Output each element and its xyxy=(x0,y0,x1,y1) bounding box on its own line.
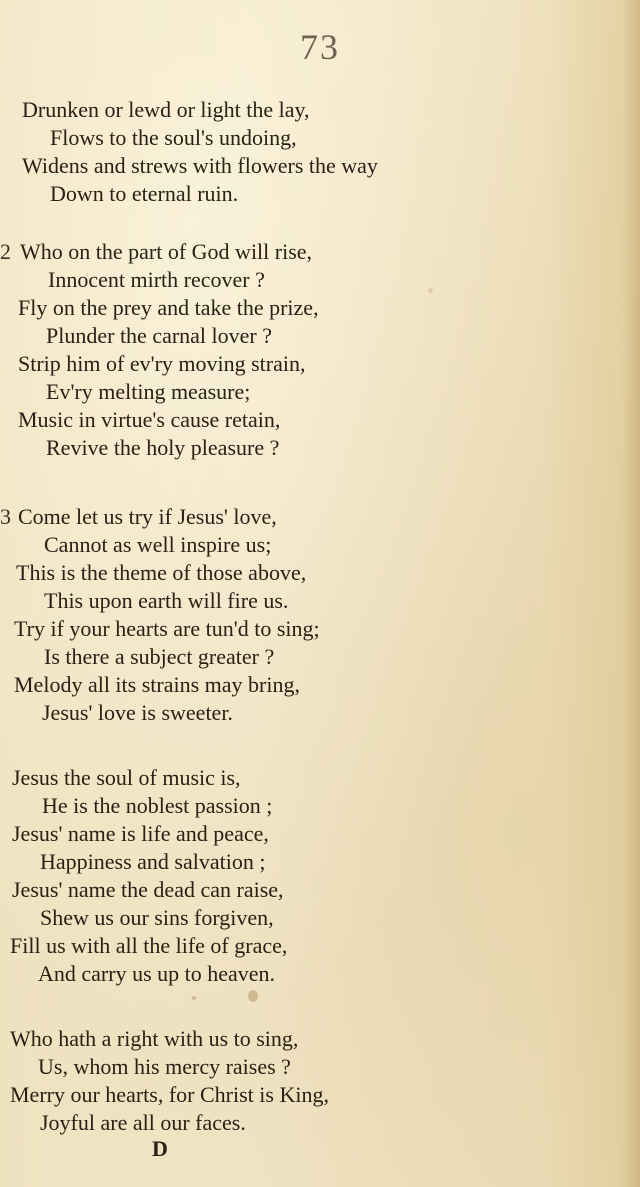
poem-line: Drunken or lewd or light the lay, xyxy=(22,97,310,122)
poem-line: Down to eternal ruin. xyxy=(50,181,239,206)
ink-spot xyxy=(192,996,196,1000)
poem-line: Ev'ry melting measure; xyxy=(46,379,251,404)
poem-line: Music in virtue's cause retain, xyxy=(18,407,281,432)
poem-line: Plunder the carnal lover ? xyxy=(46,323,273,348)
poem-line: Is there a subject greater ? xyxy=(44,644,275,669)
poem-line: Come let us try if Jesus' love, xyxy=(18,504,277,529)
poem-line: This is the theme of those above, xyxy=(16,560,307,585)
poem-line: Jesus' name is life and peace, xyxy=(12,821,269,846)
poem-line: He is the noblest passion ; xyxy=(42,793,273,818)
poem-line: Innocent mirth recover ? xyxy=(48,267,265,292)
poem-line: Jesus' name the dead can raise, xyxy=(12,877,284,902)
poem-line: Widens and strews with flowers the way xyxy=(22,153,378,178)
poem-line: This upon earth will fire us. xyxy=(44,588,289,613)
poem-line: Who on the part of God will rise, xyxy=(20,239,313,264)
poem-line: Fly on the prey and take the prize, xyxy=(18,295,319,320)
poem-line: Cannot as well inspire us; xyxy=(44,532,272,557)
stanza-number: 2 xyxy=(0,239,11,264)
poem-line: Try if your hearts are tun'd to sing; xyxy=(14,616,320,641)
poem-line: Jesus' love is sweeter. xyxy=(42,700,233,725)
poem-line: Shew us our sins forgiven, xyxy=(40,905,274,930)
poem-line: Fill us with all the life of grace, xyxy=(10,933,288,958)
ink-spot xyxy=(428,288,433,293)
poem-line: Us, whom his mercy raises ? xyxy=(38,1054,291,1079)
poem-line: Merry our hearts, for Christ is King, xyxy=(10,1082,329,1107)
poem-line: Jesus the soul of music is, xyxy=(12,765,241,790)
poem-line: Revive the holy pleasure ? xyxy=(46,435,280,460)
poem-line: Who hath a right with us to sing, xyxy=(10,1026,299,1051)
ink-spot xyxy=(248,990,258,1002)
poem-line: Flows to the soul's undoing, xyxy=(50,125,297,150)
poem-line: Joyful are all our faces. xyxy=(40,1110,246,1135)
poem-line: Melody all its strains may bring, xyxy=(14,672,300,697)
signature-mark: D xyxy=(152,1136,168,1161)
poem-line: Strip him of ev'ry moving strain, xyxy=(18,351,306,376)
stanza-number: 3 xyxy=(0,504,11,529)
page-number: 73 xyxy=(300,27,340,67)
page-edge-shadow xyxy=(622,0,640,1187)
poem-line: And carry us up to heaven. xyxy=(38,961,276,986)
poem-line: Happiness and salvation ; xyxy=(40,849,266,874)
